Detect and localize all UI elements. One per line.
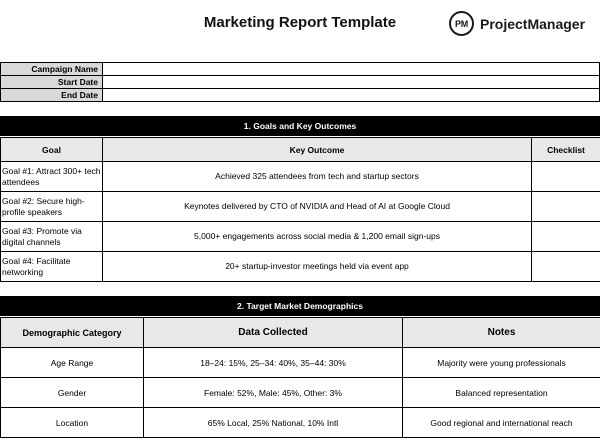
outcome-cell: 20+ startup-investor meetings held via event app: [103, 252, 532, 282]
notes-cell: Good regional and international reach: [403, 408, 600, 438]
campaign-name-row: [1, 63, 600, 76]
table-row: [1, 378, 600, 408]
table-row: [1, 408, 600, 438]
table-row: [1, 192, 600, 222]
data-cell: 65% Local, 25% National, 10% Intl: [144, 408, 403, 438]
demographic-category-column-header: Demographic Category: [1, 318, 144, 348]
logo-text: ProjectManager: [480, 15, 586, 32]
table-row: [1, 162, 600, 192]
outcome-cell: Keynotes delivered by CTO of NVIDIA and Head of AI at Google Cloud: [103, 192, 532, 222]
table-row: [1, 252, 600, 282]
table-row: [1, 222, 600, 252]
category-cell: Location: [1, 408, 144, 438]
start-date-label: Start Date: [1, 76, 103, 89]
checklist-cell[interactable]: [532, 162, 600, 192]
end-date-field[interactable]: [103, 89, 600, 102]
outcome-cell: Achieved 325 attendees from tech and startup sectors: [103, 162, 532, 192]
page-title: Marketing Report Template: [203, 14, 397, 31]
table-row: [1, 348, 600, 378]
end-date-label: End Date: [1, 89, 103, 102]
goals-header-row: [1, 138, 600, 162]
checklist-column-header: Checklist: [532, 138, 600, 162]
goal-cell: Goal #3: Promote via digital channels: [1, 222, 103, 252]
notes-column-header: Notes: [403, 318, 600, 348]
campaign-name-field[interactable]: [103, 63, 600, 76]
outcome-cell: 5,000+ engagements across social media & 1,200 email sign-ups: [103, 222, 532, 252]
pm-logo-icon: PM: [449, 11, 474, 36]
data-collected-column-header: Data Collected: [144, 318, 403, 348]
checklist-cell[interactable]: [532, 252, 600, 282]
start-date-field[interactable]: [103, 76, 600, 89]
key-outcome-column-header: Key Outcome: [103, 138, 532, 162]
demographics-header-row: [1, 318, 600, 348]
data-cell: Female: 52%, Male: 45%, Other: 3%: [144, 378, 403, 408]
projectmanager-logo: [449, 11, 585, 36]
end-date-row: [1, 89, 600, 102]
demographics-section-header: 2. Target Market Demographics: [0, 296, 600, 316]
demographics-table: [0, 317, 600, 438]
campaign-info-table: [0, 62, 600, 102]
category-cell: Gender: [1, 378, 144, 408]
notes-cell: Majority were young professionals: [403, 348, 600, 378]
goal-cell: Goal #2: Secure high-profile speakers: [1, 192, 103, 222]
goal-column-header: Goal: [1, 138, 103, 162]
campaign-name-label: Campaign Name: [1, 63, 103, 76]
data-cell: 18–24: 15%, 25–34: 40%, 35–44: 30%: [144, 348, 403, 378]
goals-section-header: 1. Goals and Key Outcomes: [0, 116, 600, 136]
checklist-cell[interactable]: [532, 222, 600, 252]
start-date-row: [1, 76, 600, 89]
category-cell: Age Range: [1, 348, 144, 378]
checklist-cell[interactable]: [532, 192, 600, 222]
notes-cell: Balanced representation: [403, 378, 600, 408]
goal-cell: Goal #4: Facilitate networking: [1, 252, 103, 282]
goal-cell: Goal #1: Attract 300+ tech attendees: [1, 162, 103, 192]
goals-table: [0, 137, 600, 282]
